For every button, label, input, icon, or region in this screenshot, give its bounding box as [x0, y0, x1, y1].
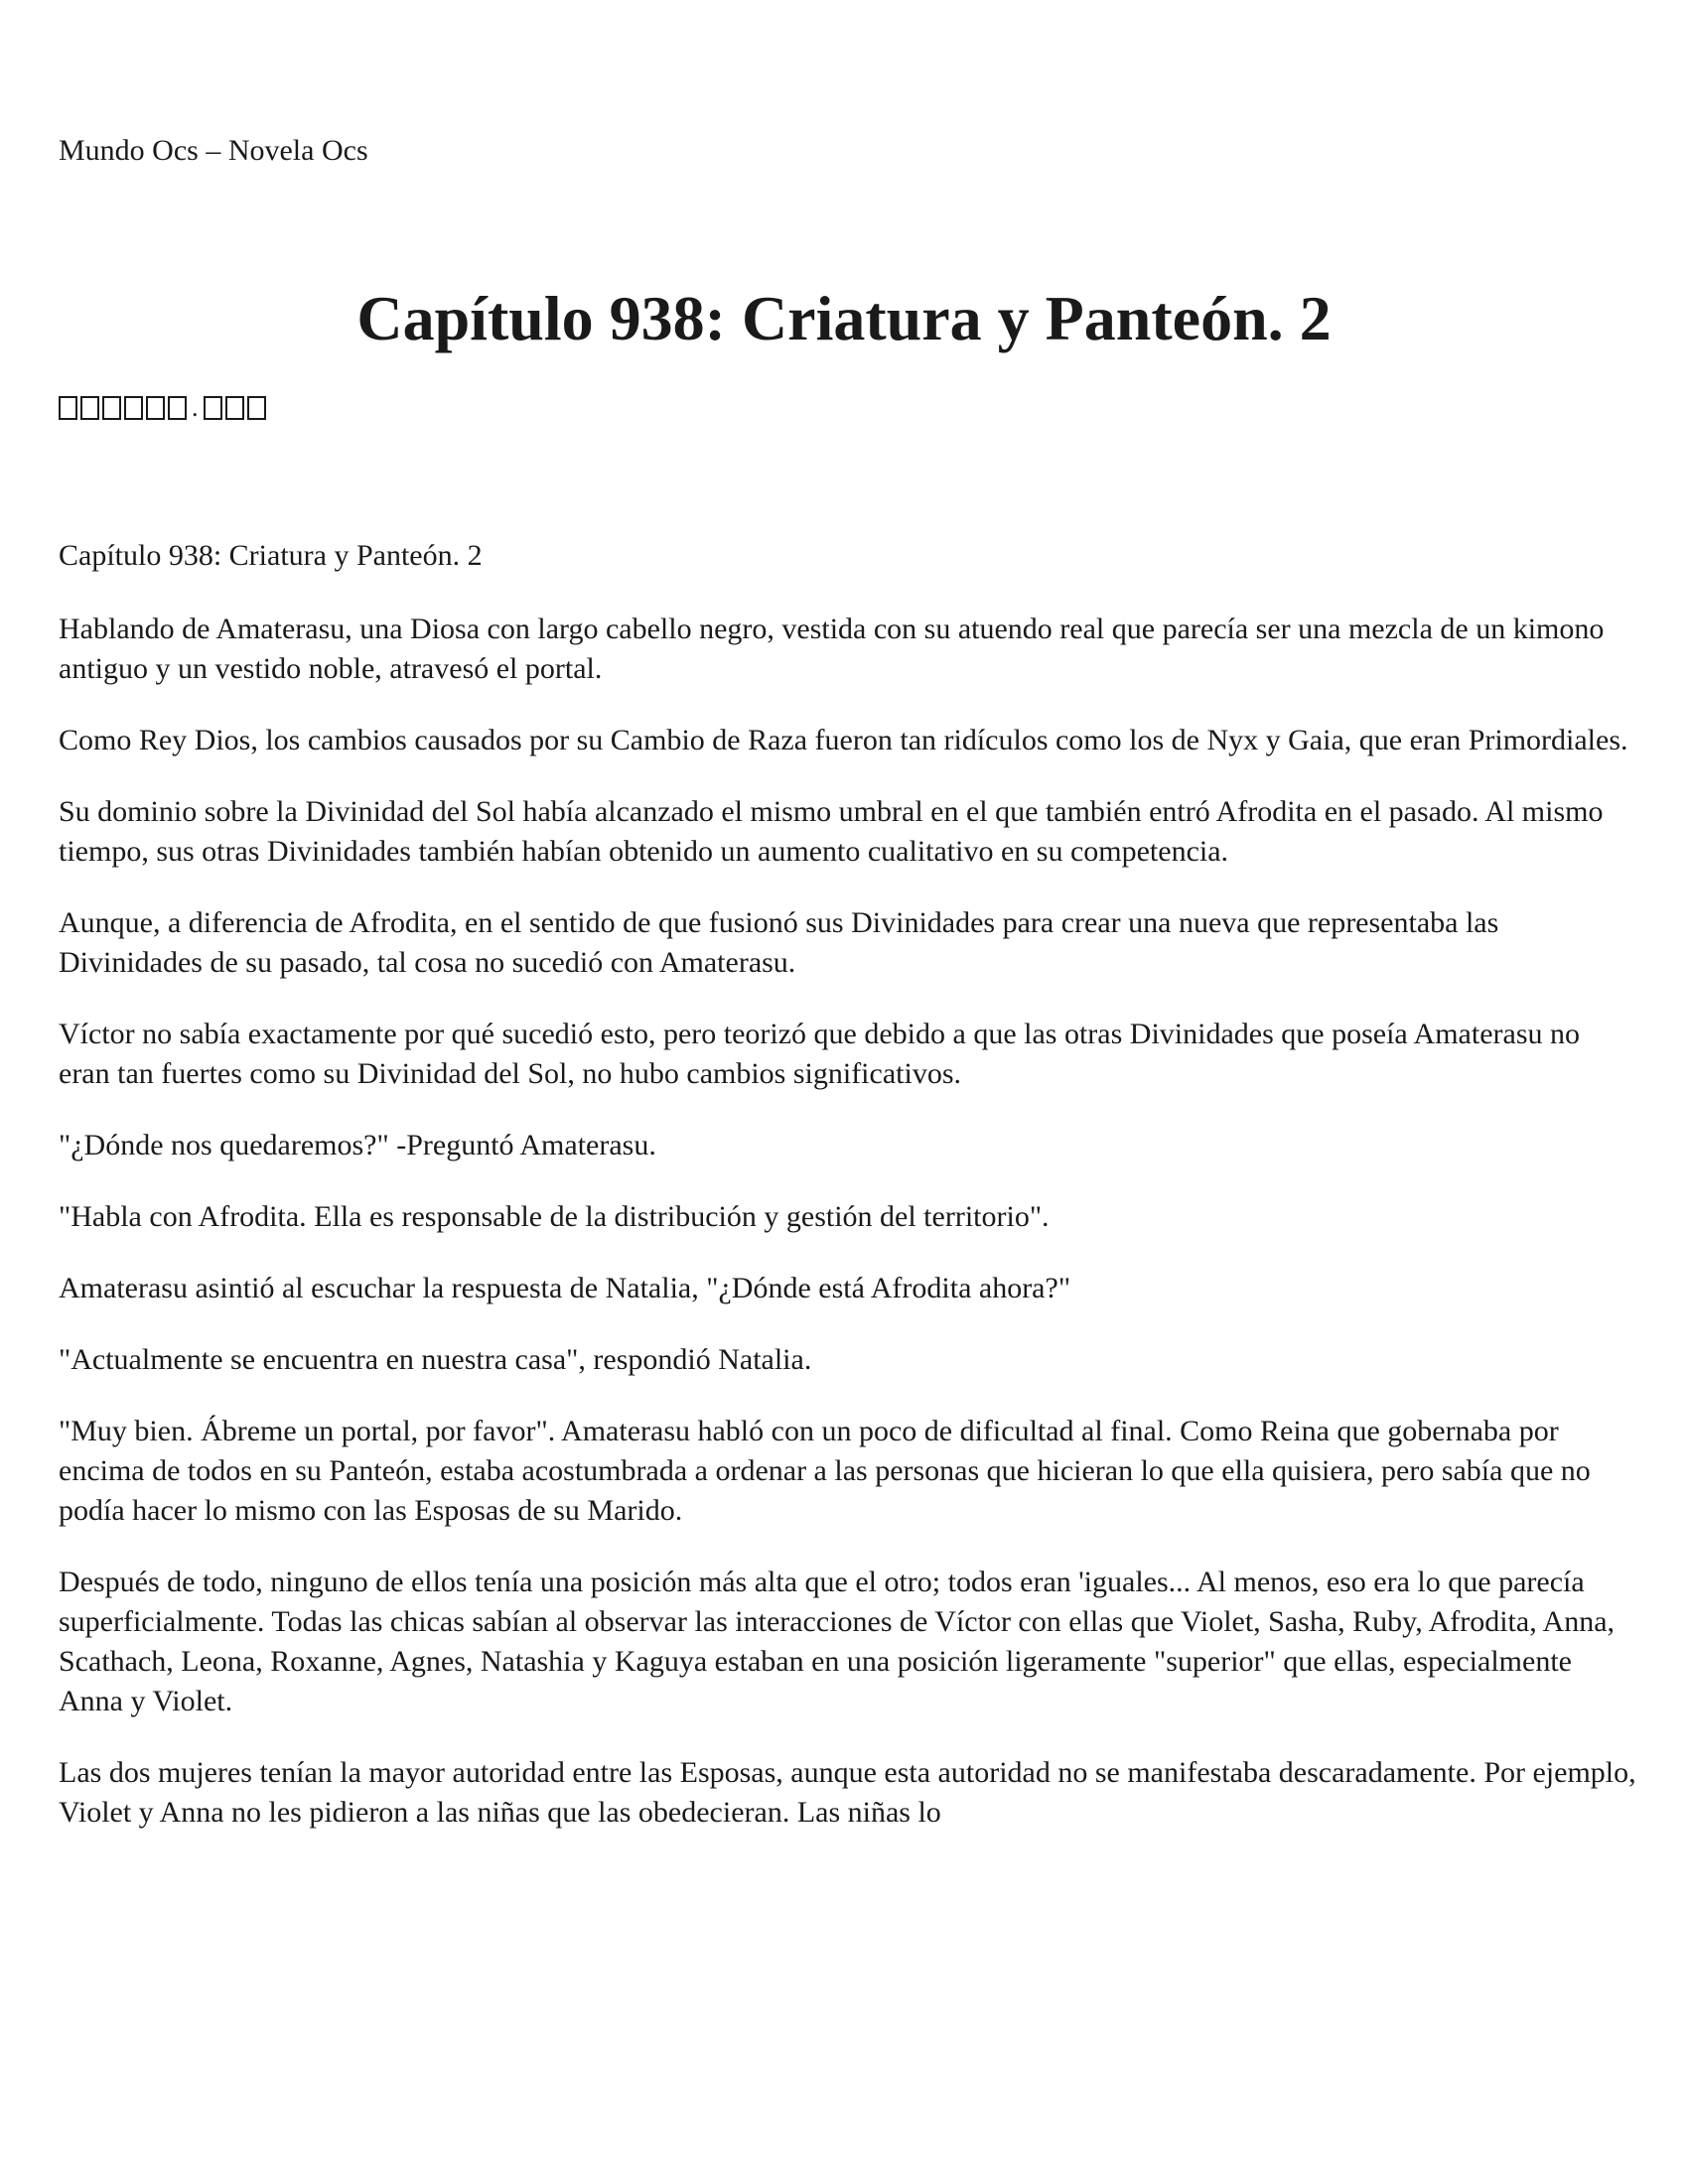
chapter-body — [59, 536, 1637, 1864]
paragraph: Hablando de Amaterasu, una Diosa con largo cabello negro, vestida con su atuendo real que parecía ser una mezcla de un kimono antiguo y un vestido noble, atravesó el portal. — [59, 613, 1605, 685]
missing-glyph-icon — [124, 396, 143, 420]
missing-glyph-icon — [225, 396, 244, 420]
missing-glyph-icon — [102, 396, 121, 420]
dot-icon: . — [192, 393, 199, 422]
running-header: Mundo Ocs – Novela Ocs — [59, 134, 368, 167]
paragraph: "¿Dónde nos quedaremos?" -Preguntó Amaterasu. — [59, 1129, 656, 1161]
missing-glyph-icon — [80, 396, 99, 420]
paragraph: "Actualmente se encuentra en nuestra casa", respondió Natalia. — [59, 1343, 812, 1376]
chapter-heading: Capítulo 938: Criatura y Panteón. 2 — [356, 283, 1332, 353]
paragraph: Las dos mujeres tenían la mayor autoridad entre las Esposas, aunque esta autoridad no se manifestaba descaradamente. Por ejemplo, Violet y Anna no les pidieron a las niñas que las obedecieran. Las niñas lo — [59, 1756, 1636, 1829]
paragraph: Después de todo, ninguno de ellos tenía una posición más alta que el otro; todos eran 'iguales... Al menos, eso era lo que parecía superficialmente. Todas las chicas sabían al observar las interacciones de Víctor con ellas que Violet, Sasha, Ruby, Afrodita, Anna, Scathach, Leona, Roxanne, Agnes, Natashia y Kaguya estaban en una posición ligeramente "superior" que ellas, especialmente Anna y Violet. — [59, 1566, 1616, 1717]
paragraph: Víctor no sabía exactamente por qué sucedió esto, pero teorizó que debido a que las otras Divinidades que poseía Amaterasu no eran tan fuertes como su Divinidad del Sol, no hubo cambios significativos. — [59, 1018, 1581, 1090]
paragraph: Aunque, a diferencia de Afrodita, en el sentido de que fusionó sus Divinidades para crear una nueva que representaba las Divinidades de su pasado, tal cosa no sucedió con Amaterasu. — [59, 906, 1499, 979]
paragraph: "Muy bien. Ábreme un portal, por favor". Amaterasu habló con un poco de dificultad al final. Como Reina que gobernaba por encima de todos en su Panteón, estaba acostumbrada a ordenar a las personas que hicieran lo que ella quisiera, pero sabía que no podía hacer lo mismo con las Esposas de su Marido. — [59, 1415, 1591, 1527]
paragraph: Como Rey Dios, los cambios causados por su Cambio de Raza fueron tan ridículos como los de Nyx y Gaia, que eran Primordiales. — [59, 724, 1628, 756]
missing-glyph-row — [59, 394, 266, 422]
paragraph: "Habla con Afrodita. Ella es responsable de la distribución y gestión del territorio". — [59, 1200, 1050, 1233]
paragraph: Su dominio sobre la Divinidad del Sol había alcanzado el mismo umbral en el que también entró Afrodita en el pasado. Al mismo tiempo, sus otras Divinidades también habían obtenido un aumento cualitativo en su competencia. — [59, 795, 1604, 868]
paragraph: Amaterasu asintió al escuchar la respuesta de Natalia, "¿Dónde está Afrodita ahora?" — [59, 1272, 1071, 1304]
missing-glyph-icon — [59, 396, 77, 420]
chapter-subtitle: Capítulo 938: Criatura y Panteón. 2 — [59, 539, 483, 572]
missing-glyph-icon — [204, 396, 222, 420]
missing-glyph-icon — [247, 396, 266, 420]
missing-glyph-icon — [168, 396, 187, 420]
missing-glyph-icon — [146, 396, 165, 420]
